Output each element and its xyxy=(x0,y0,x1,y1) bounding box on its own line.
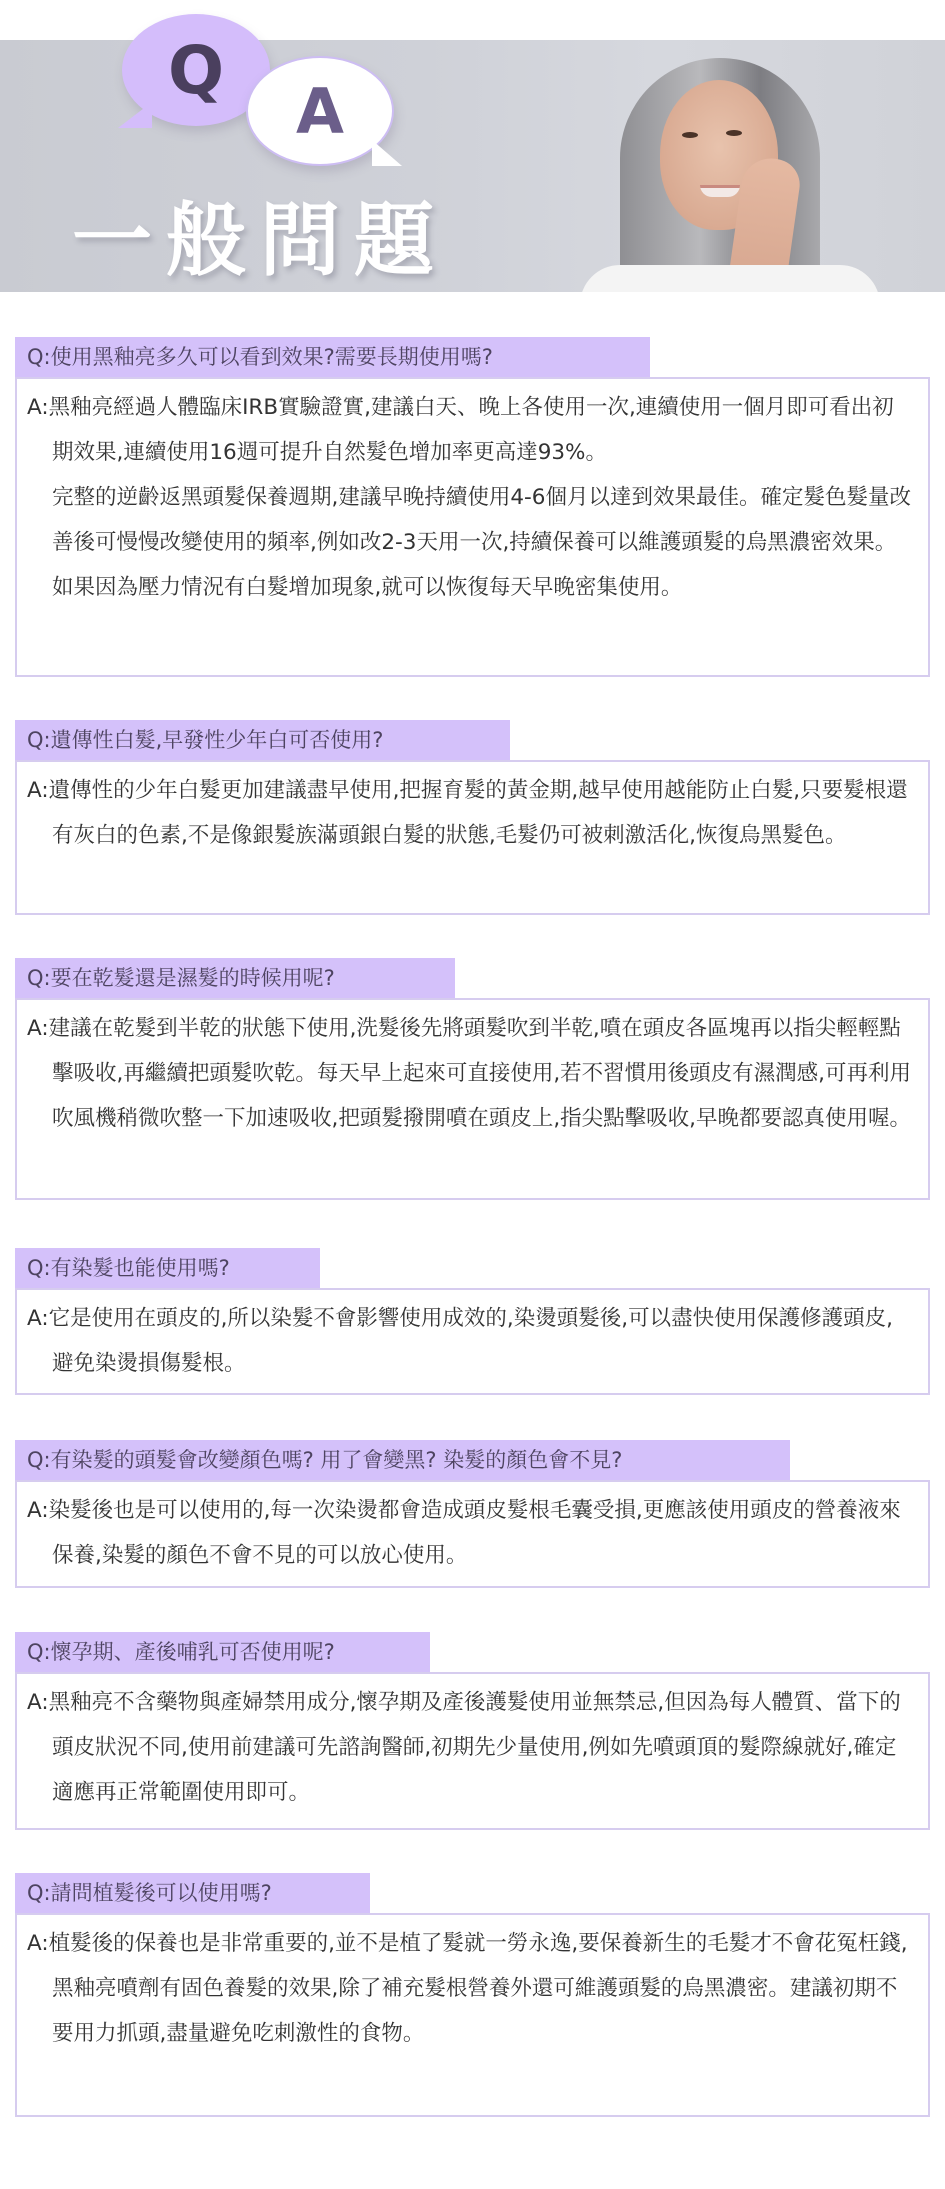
faq-item-7 xyxy=(15,1873,930,2117)
faq-question: Q:使用黑釉亮多久可以看到效果?需要長期使用嗎? xyxy=(15,337,650,377)
faq-answer-paragraph: A:黑釉亮經過人體臨床IRB實驗證實,建議白天、晚上各使用一次,連續使用一個月即可看出初期效果,連續使用16週可提升自然髮色增加率更高達93%。 xyxy=(27,395,894,465)
faq-question: Q:請問植髮後可以使用嗎? xyxy=(15,1873,370,1913)
q-bubble-letter: Q xyxy=(167,31,225,109)
faq-question: Q:有染髮的頭髮會改變顏色嗎? 用了會變黑? 染髮的顏色會不見? xyxy=(15,1440,790,1480)
faq-answer xyxy=(27,1680,914,1815)
faq-item-4 xyxy=(15,1248,930,1395)
photo-mouth xyxy=(700,185,740,197)
photo-eye-left xyxy=(682,132,698,138)
faq-answer xyxy=(27,1006,914,1141)
faq-item-1 xyxy=(15,337,930,677)
faq-answer xyxy=(27,1921,914,2056)
faq-answer-box xyxy=(15,998,930,1200)
photo-eye-right xyxy=(726,130,742,136)
faq-answer-box xyxy=(15,1672,930,1830)
faq-question: Q:有染髮也能使用嗎? xyxy=(15,1248,320,1288)
faq-answer-paragraph: A:建議在乾髮到半乾的狀態下使用,洗髮後先將頭髮吹到半乾,噴在頭皮各區塊再以指尖輕輕點擊吸收,再繼續把頭髮吹乾。每天早上起來可直接使用,若不習慣用後頭皮有濕潤感,可再利用吹風機稍微吹整一下加速吸收,把頭髮撥開噴在頭皮上,指尖點擊吸收,早晚都要認真使用喔。 xyxy=(27,1016,912,1131)
faq-answer xyxy=(27,768,914,858)
faq-item-5 xyxy=(15,1440,930,1588)
faq-question: Q:要在乾髮還是濕髮的時候用呢? xyxy=(15,958,455,998)
faq-answer-box xyxy=(15,1480,930,1588)
a-speech-bubble-icon xyxy=(246,56,394,166)
faq-answer xyxy=(27,385,914,610)
faq-question: Q:遺傳性白髮,早發性少年白可否使用? xyxy=(15,720,510,760)
faq-answer-paragraph: A:染髮後也是可以使用的,每一次染燙都會造成頭皮髮根毛囊受損,更應該使用頭皮的營養液來保養,染髮的顏色不會不見的可以放心使用。 xyxy=(27,1498,901,1568)
faq-answer xyxy=(27,1296,914,1386)
faq-answer-paragraph: 完整的逆齡返黑頭髮保養週期,建議早晚持續使用4-6個月以達到效果最佳。確定髮色髮量改善後可慢慢改變使用的頻率,例如改2-3天用一次,持續保養可以維護頭髮的烏黑濃密效果。如果因為壓力情況有白髮增加現象,就可以恢復每天早晚密集使用。 xyxy=(52,485,911,600)
faq-answer-paragraph: A:它是使用在頭皮的,所以染髮不會影響使用成效的,染燙頭髮後,可以盡快使用保護修護頭皮,避免染燙損傷髮根。 xyxy=(27,1306,893,1376)
faq-answer-paragraph: A:黑釉亮不含藥物與產婦禁用成分,懷孕期及產後護髮使用並無禁忌,但因為每人體質、當下的頭皮狀況不同,使用前建議可先諮詢醫師,初期先少量使用,例如先噴頭頂的髮際線就好,確定適應再正常範圍使用即可。 xyxy=(27,1690,901,1805)
a-bubble-letter: A xyxy=(296,74,344,148)
faq-answer-paragraph: A:遺傳性的少年白髮更加建議盡早使用,把握育髮的黃金期,越早使用越能防止白髮,只要髮根還有灰白的色素,不是像銀髮族滿頭銀白髮的狀態,毛髮仍可被刺激活化,恢復烏黑髮色。 xyxy=(27,778,908,848)
faq-answer-box xyxy=(15,377,930,677)
faq-answer-box xyxy=(15,1913,930,2117)
faq-question: Q:懷孕期、產後哺乳可否使用呢? xyxy=(15,1632,430,1672)
faq-answer-paragraph: A:植髮後的保養也是非常重要的,並不是植了髮就一勞永逸,要保養新生的毛髮才不會花冤枉錢,黑釉亮噴劑有固色養髮的效果,除了補充髮根營養外還可維護頭髮的烏黑濃密。建議初期不要用力抓頭,盡量避免吃刺激性的食物。 xyxy=(27,1931,908,2046)
faq-answer-box xyxy=(15,1288,930,1395)
photo-shirt xyxy=(580,265,880,292)
page-title: 一般問題 xyxy=(72,194,448,287)
faq-item-2 xyxy=(15,720,930,915)
faq-item-6 xyxy=(15,1632,930,1830)
faq-item-3 xyxy=(15,958,930,1200)
faq-answer-box xyxy=(15,760,930,915)
faq-answer xyxy=(27,1488,914,1578)
model-photo xyxy=(560,40,945,292)
